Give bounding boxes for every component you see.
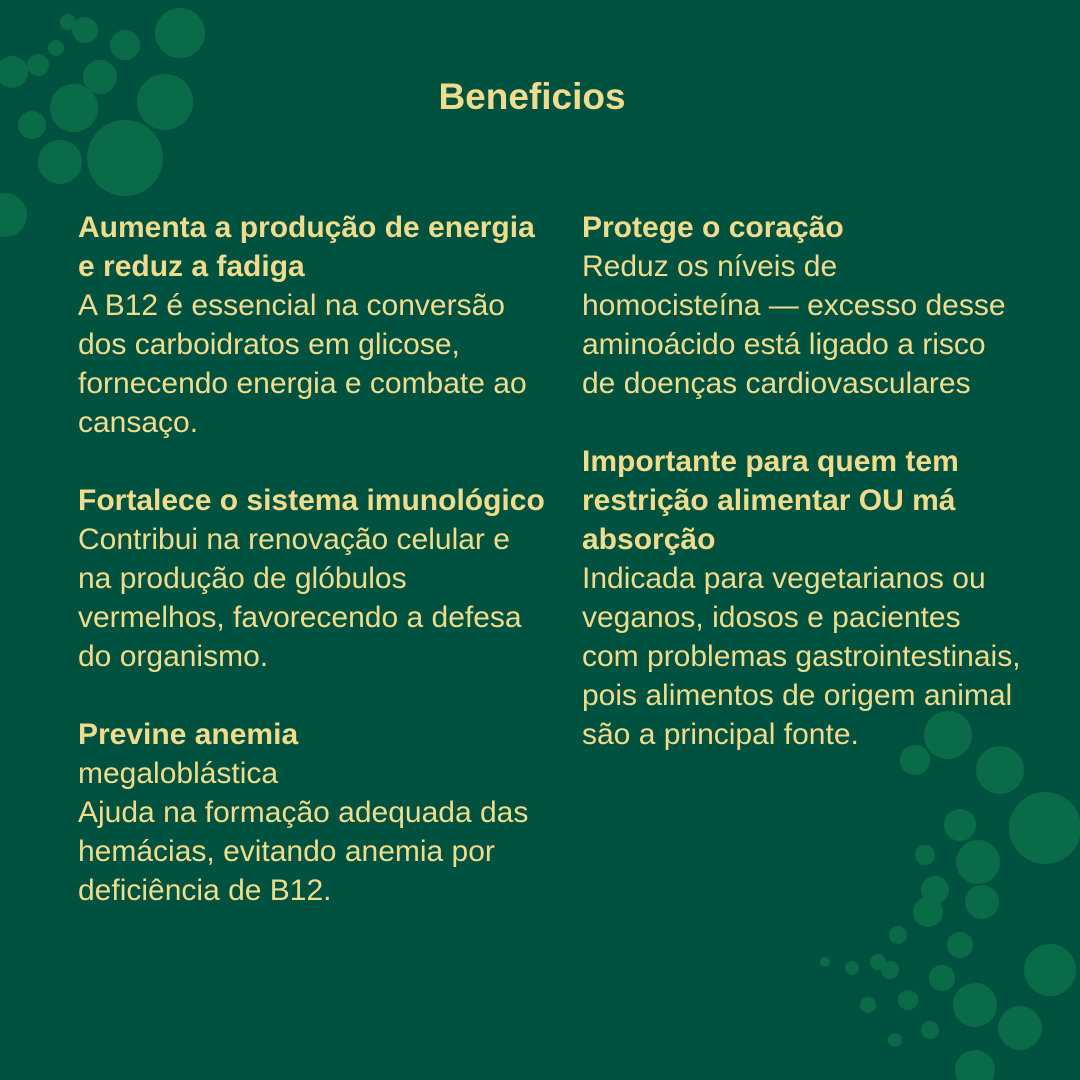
benefit-title: Protege o coração <box>582 211 844 244</box>
benefits-column-right <box>582 208 1022 793</box>
benefit-description: Contribui na renovação celular e na produção de glóbulos vermelhos, favorecendo a defesa do organismo. <box>78 523 522 673</box>
page-title: Beneficios <box>438 76 626 117</box>
benefit-dietary-restriction <box>582 442 1022 754</box>
benefit-title: Fortalece o sistema imunológico <box>78 484 545 517</box>
benefit-description: A B12 é essencial na conversão dos carboidratos em glicose, fornecendo energia e combate ao cansaço. <box>78 289 527 439</box>
benefit-title: Aumenta a produção de energia e reduz a fadiga <box>78 211 535 283</box>
benefit-title: Importante para quem tem restrição alimentar OU má absorção <box>582 445 959 556</box>
benefit-description: Ajuda na formação adequada das hemácias, evitando anemia por deficiência de B12. <box>78 796 529 907</box>
benefits-column-left <box>78 208 548 949</box>
benefit-energy <box>78 208 548 442</box>
benefit-anemia <box>78 715 548 910</box>
benefit-description: Reduz os níveis de homocisteína — excesso desse aminoácido está ligado a risco de doenças cardiovasculares <box>582 250 1006 400</box>
benefit-heart <box>582 208 1022 403</box>
benefit-subtitle: megaloblástica <box>78 757 279 790</box>
benefit-description: Indicada para vegetarianos ou veganos, idosos e pacientes com problemas gastrointestinais, pois alimentos de origem animal são a principal fonte. <box>582 562 1021 751</box>
benefit-title: Previne anemia <box>78 718 299 751</box>
benefit-immune-system <box>78 481 548 676</box>
